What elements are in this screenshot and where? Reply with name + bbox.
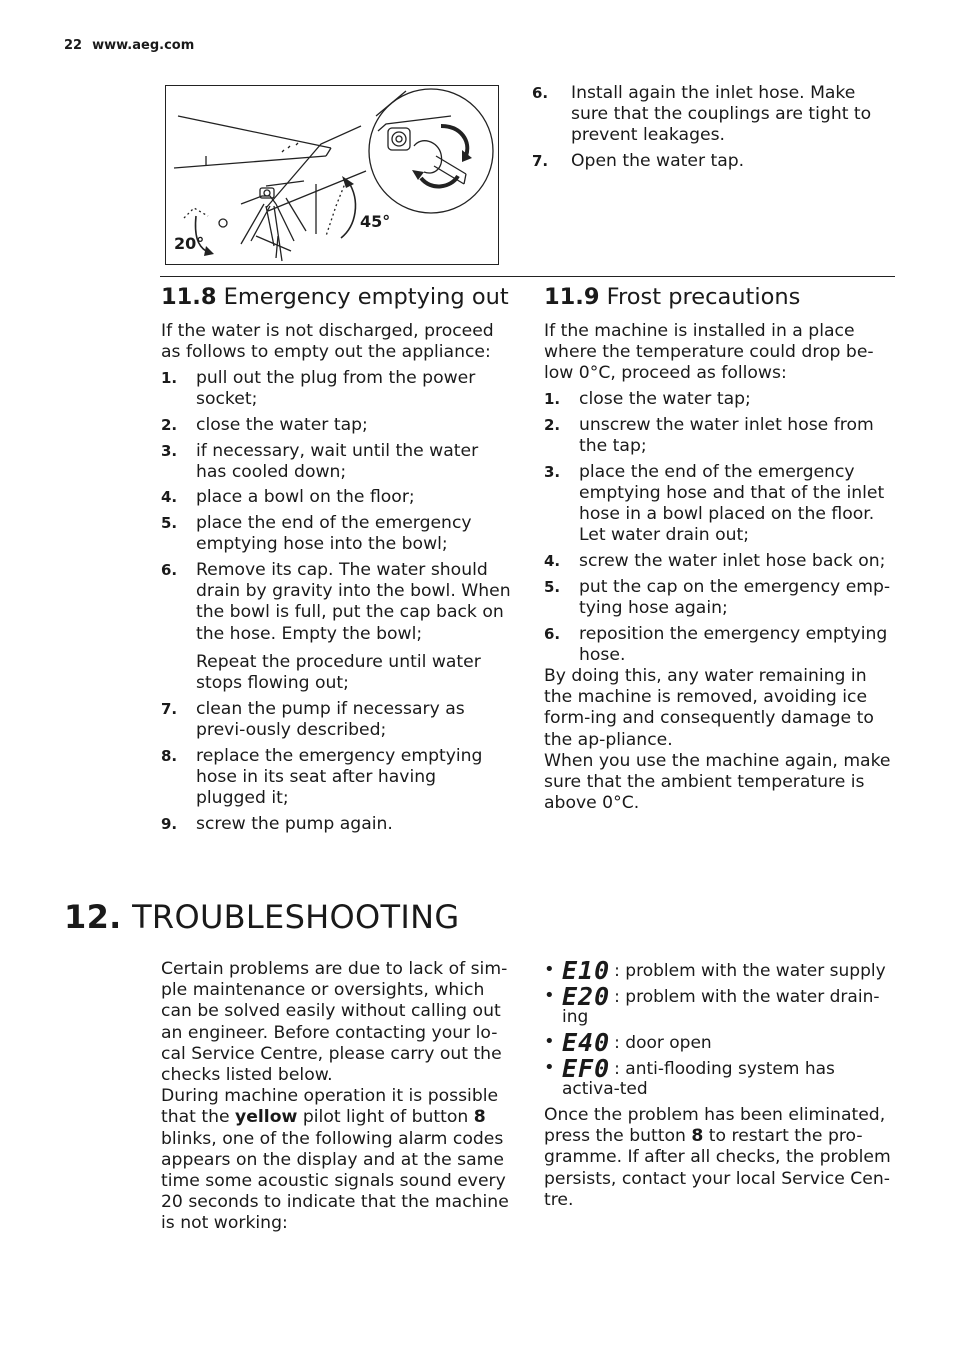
inlet-hose-drawing — [166, 86, 498, 264]
bullet-icon: • — [544, 959, 555, 980]
list-item: 2. unscrew the water inlet hose from the tap; — [544, 414, 874, 457]
bullet-icon: • — [544, 1057, 555, 1078]
paragraph: During machine operation it is possible that the yellow pilot light of button 8 blinks, one of the following alarm codes appears on the display and at the same time some acoustic signals sound every 20 seconds to indicate that the machine is not working: — [161, 1086, 509, 1234]
angle-label-45: 45° — [360, 212, 391, 231]
section-heading: 11.9 Frost precautions — [544, 284, 801, 310]
section-heading: 11.8 Emergency emptying out — [161, 284, 509, 310]
list-item: 3. if necessary, wait until the water has cooled down; — [161, 440, 479, 482]
list-item: 6. Install again the inlet hose. Make sure that the couplings are tight to prevent leakages. — [532, 83, 872, 146]
alarm-code: E40 — [562, 1028, 611, 1057]
section-intro: If the water is not discharged, proceed as follows to empty out the appliance: — [161, 321, 494, 363]
bullet-icon: • — [544, 985, 555, 1006]
chapter-heading: 12. TROUBLESHOOTING — [64, 898, 460, 936]
list-item: 7. clean the pump if necessary as previ-ously described; — [161, 698, 465, 740]
alarm-code-item: • EF0 : anti-flooding system has activa-ted — [544, 1054, 835, 1099]
paragraph: By doing this, any water remaining in the machine is removed, avoiding ice form-ing and consequently damage to the ap-pliance. — [544, 666, 874, 750]
inlet-hose-steps — [532, 83, 892, 177]
list-item: 9. screw the pump again. — [161, 813, 393, 834]
list-item: 5. place the end of the emergency emptying hose into the bowl; — [161, 513, 472, 555]
list-item: 6. Remove its cap. The water should drain by gravity into the bowl. When the bowl is full, put the cap back on the hose. Empty the bowl; Repeat the procedure until water stops flowing out; — [161, 560, 511, 694]
list-item: 1. pull out the plug from the power socket; — [161, 367, 476, 410]
alarm-code: EF0 — [562, 1054, 611, 1083]
bullet-icon: • — [544, 1031, 555, 1052]
section-frost-precautions — [544, 284, 894, 814]
section-intro: If the machine is installed in a place where the temperature could drop be-low 0°C, proceed as follows: — [544, 321, 874, 384]
list-item: 6. reposition the emergency emptying hose. — [544, 623, 888, 665]
page-number: 22 — [64, 38, 83, 53]
paragraph: Once the problem has been eliminated, press the button 8 to restart the pro-gramme. If after all checks, the problem persists, contact your local Service Cen-tre. — [544, 1105, 891, 1210]
section-divider — [160, 276, 895, 277]
list-item: 5. put the cap on the emergency emp-tying hose again; — [544, 576, 891, 618]
alarm-code-item: • E10 : problem with the water supply — [544, 956, 886, 985]
alarm-code-item: • E20 : problem with the water drain-ing — [544, 982, 880, 1027]
step-continuation: Repeat the procedure until water stops flowing out; — [196, 651, 481, 694]
list-item: 3. place the end of the emergency emptying hose and that of the inlet hose in a bowl placed on the floor. Let water drain out; — [544, 461, 885, 546]
page-header — [64, 38, 194, 53]
troubleshooting-intro — [161, 959, 511, 1235]
paragraph: Certain problems are due to lack of sim-ple maintenance or oversights, which can be solved easily without calling out an engineer. Before contacting your lo-cal Service Centre, please carry out the checks listed below. — [161, 959, 508, 1086]
section-emergency-emptying — [161, 284, 511, 839]
alarm-code: E10 — [562, 956, 611, 985]
list-item: 7. Open the water tap. — [532, 151, 745, 172]
list-item: 4. screw the water inlet hose back on; — [544, 551, 886, 572]
header-url[interactable]: www.aeg.com — [92, 38, 195, 53]
list-item: 8. replace the emergency emptying hose in its seat after having plugged it; — [161, 745, 483, 809]
list-item: 2. close the water tap; — [161, 414, 368, 435]
angle-label-20: 20° — [174, 234, 205, 253]
alarm-code-item: • E40 : door open — [544, 1028, 712, 1057]
alarm-code: E20 — [562, 982, 611, 1011]
list-item: 4. place a bowl on the floor; — [161, 487, 415, 508]
paragraph: When you use the machine again, make sure that the ambient temperature is above 0°C. — [544, 750, 891, 814]
inlet-hose-illustration — [165, 85, 499, 265]
list-item: 1. close the water tap; — [544, 389, 751, 410]
alarm-codes — [544, 956, 896, 1211]
